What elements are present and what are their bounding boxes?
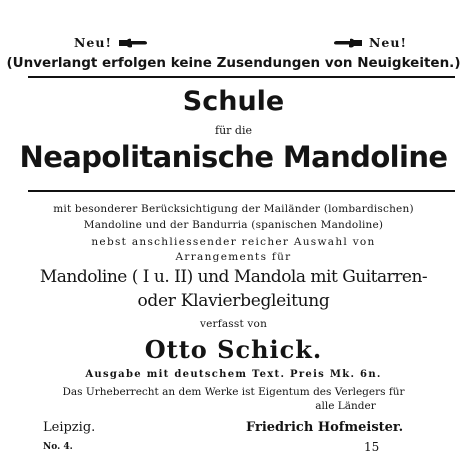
rights-line-1: Das Urheberrecht an dem Werke ist Eigentum des Verlegers für [62,386,405,398]
neu-right-label: Neu! [369,35,407,50]
title-fuer-die: für die [215,124,252,137]
clipped-top-text [0,0,467,5]
neu-left-marker [74,35,148,50]
header-rule [28,76,455,78]
author-name: Otto Schick. [144,335,323,364]
pointing-hand-right-icon [118,37,148,49]
title-main: Neapolitanische Mandoline [19,140,448,174]
footer-city: Leipzig. [43,420,96,435]
rights-line-2: alle Länder [315,400,376,412]
description-line-3: nebst anschliessender reicher Auswahl von [91,236,376,248]
notice-text: (Unverlangt erfolgen keine Zusendungen von Neuigkeiten.) [6,55,461,71]
footer-page-number: 15 [364,440,380,454]
edition-text: Ausgabe mit deutschem Text. Preis Mk. 6n. [85,369,382,380]
neu-left-label: Neu! [74,35,112,50]
neu-right-marker [333,35,407,50]
description-line-6: oder Klavierbegleitung [137,291,330,311]
footer-publisher: Friedrich Hofmeister. [246,420,404,435]
description-line-4: Arrangements für [175,251,292,263]
description-line-1: mit besonderer Berücksichtigung der Mailänder (lombardischen) [53,203,414,215]
description-line-5: Mandoline ( I u. II) und Mandola mit Guitarren- [39,267,428,287]
description-line-2: Mandoline und der Bandurria (spanischen Mandoline) [83,219,384,231]
title-rule [28,190,455,192]
footer-number: No. 4. [43,442,73,452]
title-schule: Schule [182,86,285,117]
description-line-7: verfasst von [199,318,268,330]
pointing-hand-left-icon [333,37,363,49]
